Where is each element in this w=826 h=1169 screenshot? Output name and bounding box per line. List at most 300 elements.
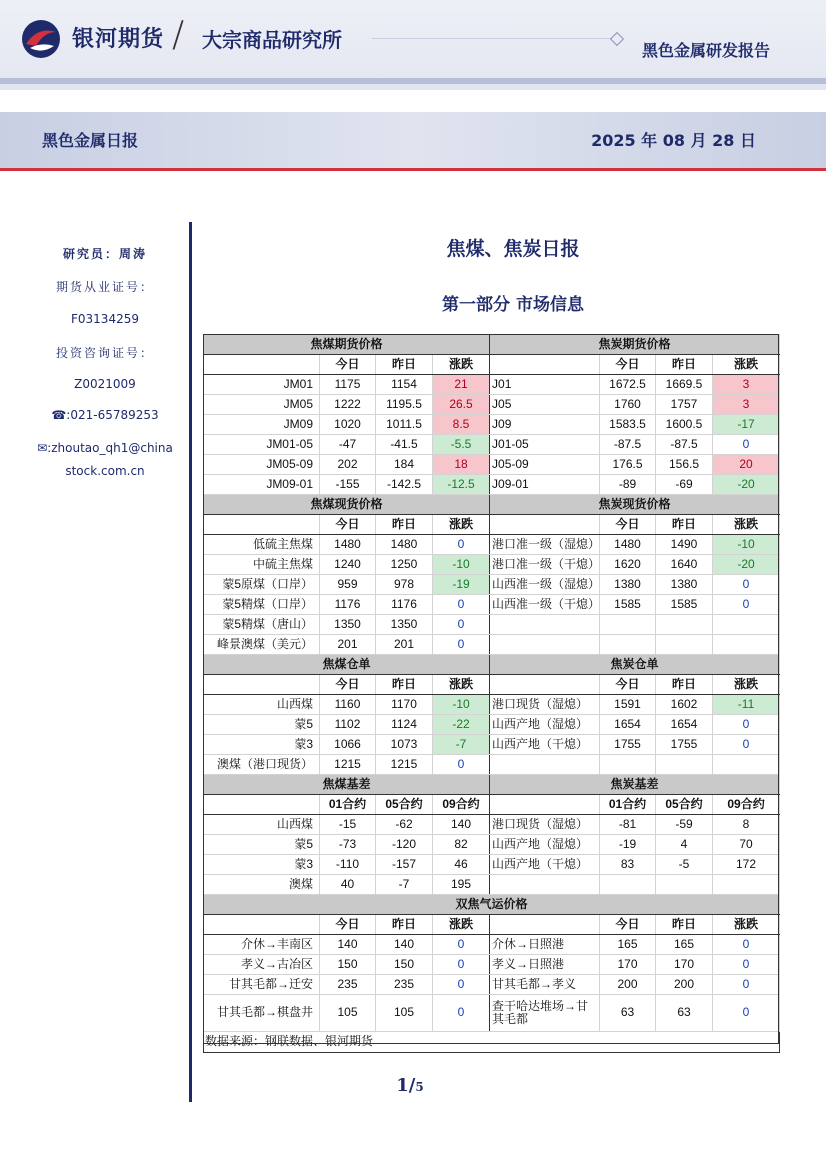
report-type: 黑色金属研发报告 xyxy=(641,41,770,60)
section-title-left: 焦煤仓单 xyxy=(204,655,490,675)
change-cell xyxy=(713,755,780,775)
row-label: 介休→丰南区 xyxy=(204,935,320,955)
column-header: 今日 xyxy=(320,515,376,535)
value-cell: 200 xyxy=(656,975,713,995)
change-cell: 20 xyxy=(713,455,780,475)
row-label: 蒙5精煤（唐山） xyxy=(204,615,320,635)
change-cell: -20 xyxy=(713,555,780,575)
change-cell: 0 xyxy=(433,955,490,975)
change-cell: 26.5 xyxy=(433,395,490,415)
table-row xyxy=(204,735,780,755)
change-cell: 21 xyxy=(433,375,490,395)
row-label: 港口现货（湿熄） xyxy=(490,695,600,715)
change-cell: 70 xyxy=(713,835,780,855)
email-line-1: ✉:zhoutao_qh1@china xyxy=(37,441,173,455)
brand-name: 银河期货 xyxy=(72,27,165,52)
value-cell: 201 xyxy=(320,635,376,655)
column-header: 05合约 xyxy=(656,795,713,815)
table-row xyxy=(204,535,780,555)
header-blank xyxy=(490,675,600,695)
row-label: 中硫主焦煤 xyxy=(204,555,320,575)
column-header: 昨日 xyxy=(656,355,713,375)
value-cell xyxy=(656,635,713,655)
row-label: J05-09 xyxy=(490,455,600,475)
column-header-row xyxy=(204,355,780,375)
table-row xyxy=(204,855,780,875)
change-cell: 18 xyxy=(433,455,490,475)
value-cell: 1757 xyxy=(656,395,713,415)
header-blank xyxy=(204,915,320,935)
change-cell: 0 xyxy=(713,975,780,995)
column-header: 涨跌 xyxy=(713,515,780,535)
change-cell: 8.5 xyxy=(433,415,490,435)
value-cell: 1600.5 xyxy=(656,415,713,435)
change-cell: -17 xyxy=(713,415,780,435)
value-cell xyxy=(656,755,713,775)
column-header: 今日 xyxy=(600,355,656,375)
change-cell xyxy=(713,635,780,655)
row-label: 山西准一级（湿熄） xyxy=(490,575,600,595)
value-cell: 200 xyxy=(600,975,656,995)
value-cell: 170 xyxy=(600,955,656,975)
section-header-row xyxy=(204,655,780,675)
value-cell: -15 xyxy=(320,815,376,835)
column-header-row xyxy=(204,795,780,815)
value-cell: 1583.5 xyxy=(600,415,656,435)
table-row xyxy=(204,435,780,455)
phone: ☎:021-65789253 xyxy=(51,408,159,422)
row-label xyxy=(490,615,600,635)
value-cell: -142.5 xyxy=(376,475,433,495)
value-cell: -81 xyxy=(600,815,656,835)
researcher: 研究员：周涛 xyxy=(62,247,147,261)
row-label: 山西煤 xyxy=(204,815,320,835)
section-header-row xyxy=(204,335,780,355)
table-row xyxy=(204,555,780,575)
section-title-right: 焦炭仓单 xyxy=(490,655,780,675)
invest-number: Z0021009 xyxy=(74,377,136,391)
value-cell: 1240 xyxy=(320,555,376,575)
value-cell xyxy=(600,635,656,655)
change-cell: 0 xyxy=(433,755,490,775)
value-cell: 1380 xyxy=(600,575,656,595)
table-body xyxy=(204,335,780,1053)
value-cell: 1480 xyxy=(376,535,433,555)
column-header: 今日 xyxy=(320,915,376,935)
row-label: 港口准一级（湿熄） xyxy=(490,535,600,555)
change-cell: 0 xyxy=(433,615,490,635)
value-cell: 1585 xyxy=(600,595,656,615)
value-cell: 1654 xyxy=(600,715,656,735)
header-divider xyxy=(0,78,826,84)
page-title: 焦煤、焦炭日报 xyxy=(446,238,580,260)
table-row xyxy=(204,995,780,1032)
column-header: 涨跌 xyxy=(713,675,780,695)
row-label: 查干哈达堆场→甘其毛都 xyxy=(490,995,600,1032)
value-cell: 1195.5 xyxy=(376,395,433,415)
value-cell: 1760 xyxy=(600,395,656,415)
table-row xyxy=(204,755,780,775)
column-header: 涨跌 xyxy=(433,355,490,375)
value-cell: 235 xyxy=(320,975,376,995)
value-cell: -19 xyxy=(600,835,656,855)
row-label: J09-01 xyxy=(490,475,600,495)
section-title: 双焦气运价格 xyxy=(204,895,780,915)
value-cell: 165 xyxy=(656,935,713,955)
value-cell: -157 xyxy=(376,855,433,875)
email-line-2: stock.com.cn xyxy=(65,464,145,478)
row-label: 山西准一级（干熄） xyxy=(490,595,600,615)
change-cell: -19 xyxy=(433,575,490,595)
column-header-row xyxy=(204,515,780,535)
change-cell: -10 xyxy=(433,695,490,715)
value-cell: -87.5 xyxy=(600,435,656,455)
value-cell: 201 xyxy=(376,635,433,655)
value-cell: -41.5 xyxy=(376,435,433,455)
change-cell: 0 xyxy=(713,935,780,955)
table-row xyxy=(204,455,780,475)
header-blank xyxy=(204,515,320,535)
column-header: 昨日 xyxy=(656,915,713,935)
value-cell: 105 xyxy=(320,995,376,1032)
row-label xyxy=(490,875,600,895)
value-cell: 1170 xyxy=(376,695,433,715)
report-name: 黑色金属日报 xyxy=(42,131,139,150)
value-cell: 1011.5 xyxy=(376,415,433,435)
change-cell: 0 xyxy=(713,575,780,595)
change-cell: 0 xyxy=(713,995,780,1032)
value-cell: 235 xyxy=(376,975,433,995)
value-cell: 1222 xyxy=(320,395,376,415)
table-row xyxy=(204,415,780,435)
value-cell: 1073 xyxy=(376,735,433,755)
change-cell: -10 xyxy=(433,555,490,575)
row-label: J09 xyxy=(490,415,600,435)
header-blank xyxy=(490,915,600,935)
value-cell: -47 xyxy=(320,435,376,455)
row-label: 山西产地（湿熄） xyxy=(490,835,600,855)
value-cell: 1591 xyxy=(600,695,656,715)
change-cell: 0 xyxy=(433,995,490,1032)
column-header: 昨日 xyxy=(376,915,433,935)
row-label: 低硫主焦煤 xyxy=(204,535,320,555)
change-cell: 140 xyxy=(433,815,490,835)
value-cell: -87.5 xyxy=(656,435,713,455)
value-cell: 1215 xyxy=(320,755,376,775)
column-header: 涨跌 xyxy=(433,675,490,695)
column-header: 涨跌 xyxy=(713,355,780,375)
column-header: 昨日 xyxy=(376,515,433,535)
change-cell xyxy=(713,615,780,635)
value-cell: 63 xyxy=(656,995,713,1032)
change-cell: 0 xyxy=(433,595,490,615)
value-cell: 1250 xyxy=(376,555,433,575)
row-label: 蒙3 xyxy=(204,855,320,875)
column-header: 涨跌 xyxy=(713,915,780,935)
section-title-right: 焦炭期货价格 xyxy=(490,335,780,355)
column-header: 01合约 xyxy=(320,795,376,815)
value-cell: 1654 xyxy=(656,715,713,735)
row-label: 蒙3 xyxy=(204,735,320,755)
section-title-right: 焦炭基差 xyxy=(490,775,780,795)
section-heading: 第一部分 市场信息 xyxy=(442,295,584,315)
change-cell: 0 xyxy=(713,955,780,975)
value-cell: -62 xyxy=(376,815,433,835)
row-label: J01 xyxy=(490,375,600,395)
value-cell: 140 xyxy=(376,935,433,955)
value-cell: 1350 xyxy=(320,615,376,635)
row-label: JM09 xyxy=(204,415,320,435)
value-cell: 1480 xyxy=(600,535,656,555)
change-cell: 82 xyxy=(433,835,490,855)
column-header-row xyxy=(204,915,780,935)
header-blank xyxy=(490,795,600,815)
value-cell: 1620 xyxy=(600,555,656,575)
value-cell: -89 xyxy=(600,475,656,495)
data-source: 数据来源：钢联数据、银河期货 xyxy=(204,1032,780,1053)
value-cell: 1755 xyxy=(656,735,713,755)
row-label: 蒙5 xyxy=(204,835,320,855)
value-cell: 63 xyxy=(600,995,656,1032)
column-header: 涨跌 xyxy=(433,915,490,935)
value-cell: 1350 xyxy=(376,615,433,635)
value-cell: 202 xyxy=(320,455,376,475)
table-row xyxy=(204,815,780,835)
row-label: 山西产地（湿熄） xyxy=(490,715,600,735)
change-cell: 0 xyxy=(713,435,780,455)
row-label: JM05-09 xyxy=(204,455,320,475)
column-header: 昨日 xyxy=(656,515,713,535)
cert-label: 期货从业证号： xyxy=(55,280,154,294)
change-cell: -22 xyxy=(433,715,490,735)
section-header-row xyxy=(204,895,780,915)
value-cell: 40 xyxy=(320,875,376,895)
column-header-row xyxy=(204,675,780,695)
value-cell: 1490 xyxy=(656,535,713,555)
table-row xyxy=(204,575,780,595)
header-blank xyxy=(490,515,600,535)
row-label: JM01-05 xyxy=(204,435,320,455)
row-label: 山西产地（干熄） xyxy=(490,735,600,755)
header-blank xyxy=(204,355,320,375)
table-row xyxy=(204,695,780,715)
column-header: 今日 xyxy=(320,355,376,375)
value-cell: 156.5 xyxy=(656,455,713,475)
row-label xyxy=(490,635,600,655)
value-cell: 83 xyxy=(600,855,656,875)
value-cell: 150 xyxy=(320,955,376,975)
value-cell: 1154 xyxy=(376,375,433,395)
row-label: 蒙5 xyxy=(204,715,320,735)
row-label xyxy=(490,755,600,775)
table-row xyxy=(204,955,780,975)
header-blank xyxy=(204,795,320,815)
change-cell: 0 xyxy=(433,975,490,995)
table-row xyxy=(204,835,780,855)
change-cell: -7 xyxy=(433,735,490,755)
table-row xyxy=(204,875,780,895)
value-cell: -155 xyxy=(320,475,376,495)
value-cell: -5 xyxy=(656,855,713,875)
change-cell: 0 xyxy=(433,635,490,655)
value-cell: 105 xyxy=(376,995,433,1032)
column-header: 09合约 xyxy=(433,795,490,815)
value-cell xyxy=(656,875,713,895)
value-cell: 1585 xyxy=(656,595,713,615)
change-cell: -12.5 xyxy=(433,475,490,495)
row-label: 介休→日照港 xyxy=(490,935,600,955)
row-label: 澳煤 xyxy=(204,875,320,895)
value-cell: 4 xyxy=(656,835,713,855)
change-cell: 46 xyxy=(433,855,490,875)
galaxy-futures-logo xyxy=(20,18,62,60)
change-cell: 3 xyxy=(713,395,780,415)
change-cell: 3 xyxy=(713,375,780,395)
row-label: 孝义→日照港 xyxy=(490,955,600,975)
row-label: JM09-01 xyxy=(204,475,320,495)
value-cell: 1380 xyxy=(656,575,713,595)
column-header: 今日 xyxy=(320,675,376,695)
row-label: 港口现货（湿熄） xyxy=(490,815,600,835)
change-cell: -11 xyxy=(713,695,780,715)
row-label: 甘其毛都→迁安 xyxy=(204,975,320,995)
table-row xyxy=(204,935,780,955)
table-row xyxy=(204,595,780,615)
value-cell: 165 xyxy=(600,935,656,955)
row-label: 澳煤（港口现货） xyxy=(204,755,320,775)
value-cell xyxy=(600,755,656,775)
value-cell: 1755 xyxy=(600,735,656,755)
row-label: 甘其毛都→棋盘井 xyxy=(204,995,320,1032)
row-label: 蒙5精煤（口岸） xyxy=(204,595,320,615)
market-data-table xyxy=(203,334,780,1053)
change-cell: -10 xyxy=(713,535,780,555)
brand-separator: / xyxy=(172,14,185,55)
change-cell: 0 xyxy=(433,935,490,955)
row-label: 孝义→古冶区 xyxy=(204,955,320,975)
row-label: 山西煤 xyxy=(204,695,320,715)
change-cell: -20 xyxy=(713,475,780,495)
value-cell: 1176 xyxy=(376,595,433,615)
column-header: 昨日 xyxy=(376,355,433,375)
page-number xyxy=(200,1075,620,1096)
table-row xyxy=(204,615,780,635)
row-label: 港口准一级（干熄） xyxy=(490,555,600,575)
value-cell: 1066 xyxy=(320,735,376,755)
value-cell: 1602 xyxy=(656,695,713,715)
institute-name: 大宗商品研究所 xyxy=(202,28,342,52)
change-cell xyxy=(713,875,780,895)
value-cell: 150 xyxy=(376,955,433,975)
value-cell: 170 xyxy=(656,955,713,975)
column-header: 今日 xyxy=(600,675,656,695)
section-title-left: 焦煤基差 xyxy=(204,775,490,795)
change-cell: 172 xyxy=(713,855,780,875)
source-row xyxy=(204,1032,780,1053)
value-cell: 1669.5 xyxy=(656,375,713,395)
section-title-right: 焦炭现货价格 xyxy=(490,495,780,515)
section-title-left: 焦煤期货价格 xyxy=(204,335,490,355)
column-header: 昨日 xyxy=(656,675,713,695)
value-cell: 1640 xyxy=(656,555,713,575)
value-cell: 1124 xyxy=(376,715,433,735)
column-header: 今日 xyxy=(600,515,656,535)
header-blank xyxy=(490,355,600,375)
value-cell: 1215 xyxy=(376,755,433,775)
value-cell xyxy=(600,875,656,895)
value-cell: 1480 xyxy=(320,535,376,555)
header-blank xyxy=(204,675,320,695)
value-cell: 176.5 xyxy=(600,455,656,475)
value-cell: 1102 xyxy=(320,715,376,735)
value-cell: 140 xyxy=(320,935,376,955)
value-cell: -110 xyxy=(320,855,376,875)
value-cell: -120 xyxy=(376,835,433,855)
cert-number: F03134259 xyxy=(71,312,139,326)
value-cell: 1176 xyxy=(320,595,376,615)
table-row xyxy=(204,715,780,735)
change-cell: 8 xyxy=(713,815,780,835)
row-label: 峰景澳煤（美元） xyxy=(204,635,320,655)
value-cell: 1020 xyxy=(320,415,376,435)
column-header: 09合约 xyxy=(713,795,780,815)
value-cell: -7 xyxy=(376,875,433,895)
row-label: 山西产地（干熄） xyxy=(490,855,600,875)
section-header-row xyxy=(204,775,780,795)
row-label: JM05 xyxy=(204,395,320,415)
section-header-row xyxy=(204,495,780,515)
column-header: 05合约 xyxy=(376,795,433,815)
value-cell: -73 xyxy=(320,835,376,855)
row-label: 蒙5原煤（口岸） xyxy=(204,575,320,595)
value-cell xyxy=(656,615,713,635)
page-total: 5 xyxy=(415,1080,424,1094)
row-label: JM01 xyxy=(204,375,320,395)
change-cell: -5.5 xyxy=(433,435,490,455)
row-label: J01-05 xyxy=(490,435,600,455)
column-header: 01合约 xyxy=(600,795,656,815)
value-cell: -69 xyxy=(656,475,713,495)
report-date: 2025 年 08 月 28 日 xyxy=(591,131,756,150)
value-cell: 959 xyxy=(320,575,376,595)
table-row xyxy=(204,975,780,995)
row-label: J05 xyxy=(490,395,600,415)
table-row xyxy=(204,635,780,655)
change-cell: 0 xyxy=(433,535,490,555)
subheader-red-line xyxy=(0,168,826,171)
invest-label: 投资咨询证号： xyxy=(55,346,154,360)
column-header: 涨跌 xyxy=(433,515,490,535)
row-label: 甘其毛都→孝义 xyxy=(490,975,600,995)
column-header: 昨日 xyxy=(376,675,433,695)
header-decoration-line xyxy=(372,38,612,39)
table-row xyxy=(204,475,780,495)
section-title-left: 焦煤现货价格 xyxy=(204,495,490,515)
change-cell: 0 xyxy=(713,715,780,735)
change-cell: 195 xyxy=(433,875,490,895)
value-cell xyxy=(600,615,656,635)
table-row xyxy=(204,375,780,395)
table-row xyxy=(204,395,780,415)
change-cell: 0 xyxy=(713,595,780,615)
value-cell: 1672.5 xyxy=(600,375,656,395)
value-cell: 1175 xyxy=(320,375,376,395)
value-cell: 978 xyxy=(376,575,433,595)
column-header: 今日 xyxy=(600,915,656,935)
change-cell: 0 xyxy=(713,735,780,755)
page-current: 1/ xyxy=(396,1075,416,1096)
value-cell: -59 xyxy=(656,815,713,835)
